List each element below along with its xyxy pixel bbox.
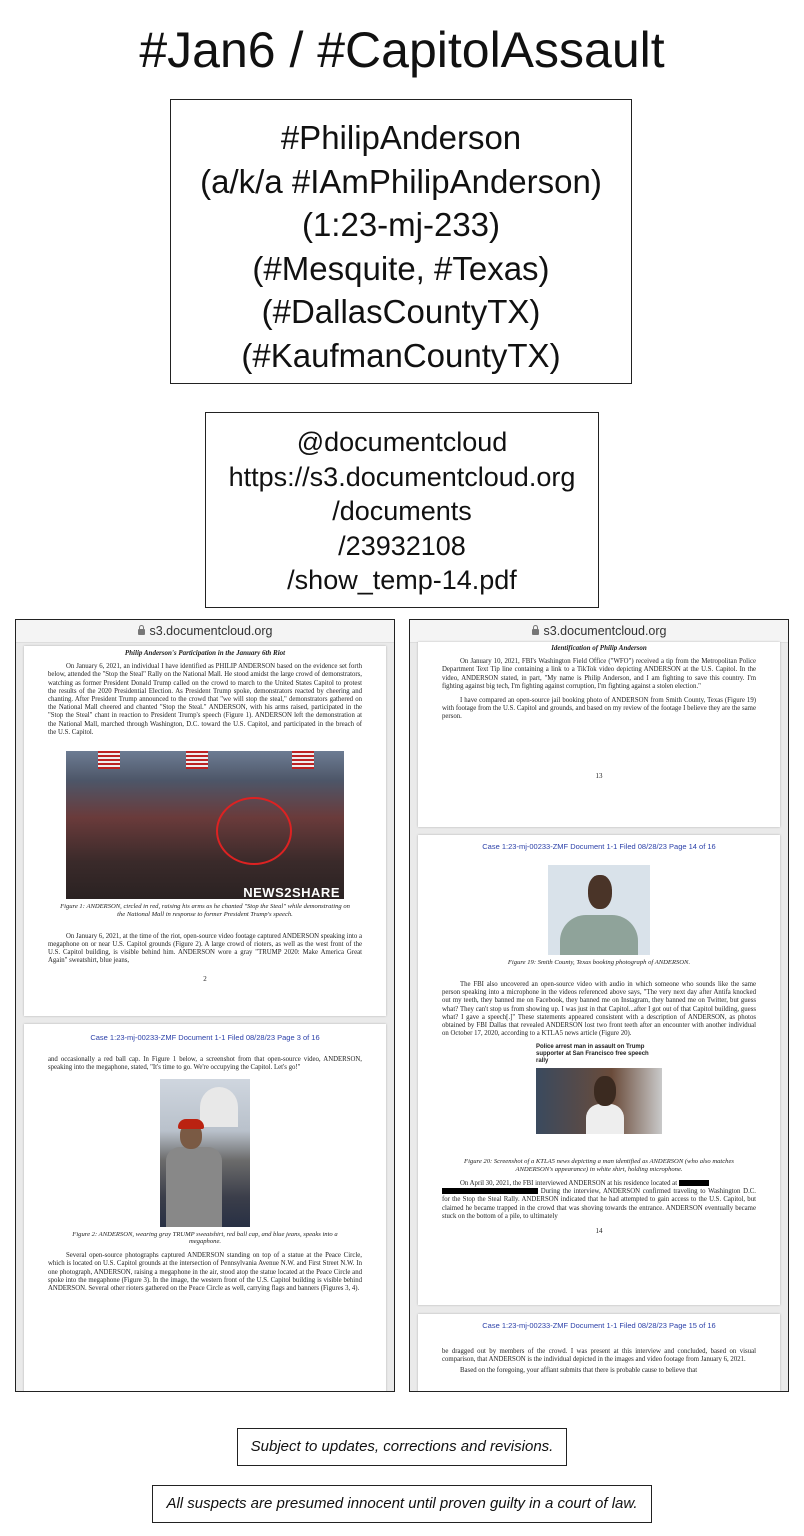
news-headline: Police arrest man in assault on Trump supporter at San Francisco free speech rally [536, 1044, 649, 1065]
section-heading: Philip Anderson's Participation in the January 6th Riot [124, 649, 286, 657]
figure-caption: Figure 20: Screenshot of a KTLA5 news depicting a man identified as ANDERSON (who also matches ANDERSON's appearance) in white shirt, holding microphone. [464, 1158, 734, 1174]
disclaimer-innocence-text: All suspects are presumed innocent until proven guilty in a court of law. [152, 1485, 651, 1523]
paragraph: and occasionally a red ball cap. In Figure 1 below, a screenshot from that open-source video, ANDERSON, speaking into the megaphone, stated, "It's time to go. We're occupying the Capitol. Let's go!" [48, 1056, 362, 1072]
case-header: Case 1:23-mj-00233-ZMF Document 1-1 Filed 08/28/23 Page 15 of 16 [482, 1321, 716, 1330]
url-text: s3.documentcloud.org [543, 624, 667, 638]
paragraph-start: On April 30, 2021, the FBI interviewed ANDERSON at his residence located at [460, 1180, 678, 1188]
red-cap-shape [178, 1119, 204, 1129]
page-number: 14 [595, 1227, 603, 1236]
figure-caption: Figure 1: ANDERSON, circled in red, raising his arms as he chanted "Stop the Steal" while demonstrating on the National Mall in response to former President Trump's speech. [60, 903, 350, 918]
capitol-dome-shape [200, 1087, 238, 1127]
photo-watermark: NEWS2SHARE [243, 884, 340, 900]
paragraph: be dragged out by members of the crowd. I was present at this interview and concluded, based on visual comparison, that ANDERSON is the individual depicted in the images and video footage from January 6, 2021. [442, 1348, 756, 1364]
suspect-county-kaufman: (#KaufmanCountyTX) [241, 336, 561, 374]
document-page-2 [24, 646, 386, 1016]
page-title: #Jan6 / #CapitolAssault [139, 22, 665, 78]
document-page-13 [418, 642, 780, 827]
flag-shape [292, 751, 314, 769]
booking-photo [548, 865, 650, 955]
flag-shape [186, 751, 208, 769]
lock-icon [138, 629, 145, 635]
url-text: s3.documentcloud.org [149, 624, 273, 638]
source-url-part: /documents [332, 496, 472, 526]
case-header: Case 1:23-mj-00233-ZMF Document 1-1 Filed 08/28/23 Page 3 of 16 [90, 1033, 320, 1042]
paragraph [442, 1180, 756, 1221]
paragraph: On January 10, 2021, FBI's Washington Field Office ("WFO") received a tip from the Metropolitan Police Department Text Tip line containing a link to a TikTok video depicting ANDERSON at the U.S. Capitol. In the video, ANDERSON stated, in part, "My name is Philip Anderson, and I am fighting to save this country. I'm fighting against big tech, I'm fighting against corruption, I'm fighting against a stolen election." [442, 658, 756, 690]
suspect-hashtag: #PhilipAnderson [280, 119, 522, 156]
disclaimer-updates [0, 1428, 804, 1466]
figure-caption: Figure 19: Smith County, Texas booking photograph of ANDERSON. [507, 959, 691, 967]
case-header: Case 1:23-mj-00233-ZMF Document 1-1 Filed 08/28/23 Page 14 of 16 [482, 842, 716, 851]
lock-icon [532, 629, 539, 635]
news-article-screenshot [536, 1044, 662, 1134]
redaction-block [679, 1180, 709, 1186]
source-box [205, 412, 599, 608]
url-bar[interactable] [16, 620, 394, 643]
paragraph-rest: During the interview, ANDERSON confirmed traveling to Washington D.C. for the Stop the Steal Rally. ANDERSON indicated that he had attempted to gain access to the U.S. Capitol, but claimed he became trapped in the crowd that was shoving towards the entrance. ANDERSON eventually became stuck on the bottom of a pile, to ultimately [442, 1188, 757, 1220]
person-shape [586, 1104, 624, 1134]
disclaimer-innocence [0, 1485, 804, 1523]
flag-shape [98, 751, 120, 769]
person-head-shape [594, 1076, 616, 1106]
source-url-part: https://s3.documentcloud.org [228, 461, 576, 492]
document-page-14 [418, 835, 780, 1305]
paragraph: I have compared an open-source jail booking photo of ANDERSON from Smith County, Texas (Figure 19) with footage from the U.S. Capitol and grounds, and based on my review of the footage I believe they are the same person. [442, 697, 756, 721]
person-head-shape [588, 875, 612, 909]
paragraph: Several open-source photographs captured ANDERSON standing on top of a statue at the Peace Circle, which is located on U.S. Capitol grounds at the intersection of Pennsylvania Avenue N.W. and First Street N.W. In one photograph, ANDERSON, raising a megaphone in the air, stood atop the statue located at the Peace Circle and spoke into the megaphone (Figure 3). In the image, the western front of the U.S. Capitol building is visible behind ANDERSON. Several other rioters gathered on the Peace Circle as well, carrying flags and banners (Figures 3, 4). [48, 1252, 362, 1293]
crowd-photo [66, 751, 344, 899]
source-url-part: /show_temp-14.pdf [287, 565, 517, 595]
suspect-alias: (a/k/a #IAmPhilipAnderson) [200, 162, 602, 200]
page-number: 2 [203, 975, 207, 984]
red-circle-highlight [216, 797, 292, 865]
right-screenshot-panel [409, 619, 789, 1392]
case-number: (1:23-mj-233) [301, 206, 501, 243]
suspect-info-box [170, 99, 632, 384]
person-shape [166, 1147, 222, 1227]
url-bar[interactable] [410, 620, 788, 643]
news-photo [536, 1068, 662, 1134]
disclaimer-updates-text: Subject to updates, corrections and revisions. [237, 1428, 568, 1466]
paragraph: On January 6, 2021, an individual I have identified as PHILIP ANDERSON based on the evidence set forth below, attended the "Stop the Steal" Rally on the National Mall. He stood amidst the large crowd of demonstrators, watching as former President Donald Trump called on the crowd to march to the United States Capitol to protest the results of the 2020 Presidential Election. As President Trump spoke, demonstrators reacted by cheering and chanting. After President Trump announced to the crowd that "we will stop the steal," demonstrators gathered on the National Mall cheered and chanted "Stop the Steal." ANDERSON, with his arms raised, participated in the "Stop the Steal" chant in reaction to President Trump's speech (Figure 1). ANDERSON left the demonstration at the National Mall, marched through Washington, D.C. toward the U.S. Capitol, and participated in the breach of the U.S. Capitol. [48, 663, 362, 736]
page-number: 13 [595, 771, 603, 780]
left-screenshot-panel [15, 619, 395, 1392]
paragraph: Based on the foregoing, your affiant submits that there is probable cause to believe that [460, 1366, 698, 1374]
paragraph: On January 6, 2021, at the time of the riot, open-source video footage captured ANDERSON speaking into a megaphone on or near U.S. Capitol grounds (Figure 2). A large crowd of rioters, as well as the west front of the U.S. Capitol building, is visible behind him. ANDERSON wore a gray "TRUMP 2020: Make America Great Again" sweatshirt, blue jeans, [48, 932, 362, 965]
suspect-county-dallas: (#DallasCountyTX) [261, 293, 541, 330]
document-page-15 [418, 1314, 780, 1392]
section-heading: Identification of Philip Anderson [551, 644, 647, 652]
redaction-block [442, 1188, 538, 1194]
megaphone-photo [160, 1079, 250, 1227]
suspect-city: (#Mesquite, #Texas) [252, 249, 550, 287]
source-url-part: /23932108 [338, 530, 466, 561]
document-page-3 [24, 1024, 386, 1392]
source-handle: @documentcloud [296, 427, 508, 457]
person-shape [560, 915, 638, 955]
figure-caption: Figure 2: ANDERSON, wearing gray TRUMP sweatshirt, red ball cap, and blue jeans, speaks into a megaphone. [72, 1230, 338, 1246]
paragraph: The FBI also uncovered an open-source video with audio in which someone who sounds like the same person speaking into a microphone in the videos referenced above says, "The very next day after Antifa knocked out my teeth, they banned me on Facebook, they banned me on Instagram, they banned me on Twitter, but guess what? They can't stop us from showing up. I was just in that Capitol...after I got out of that Capitol building, guess what? I gave a speech[.]" These statements appeared consistent with a description of ANDERSON, as photos obtained by FBI Dallas that revealed ANDERSON lost two front teeth after an encounter with another individual on October 17, 2020, according to a KTLA5 news article (Figure 20). [442, 981, 756, 1038]
